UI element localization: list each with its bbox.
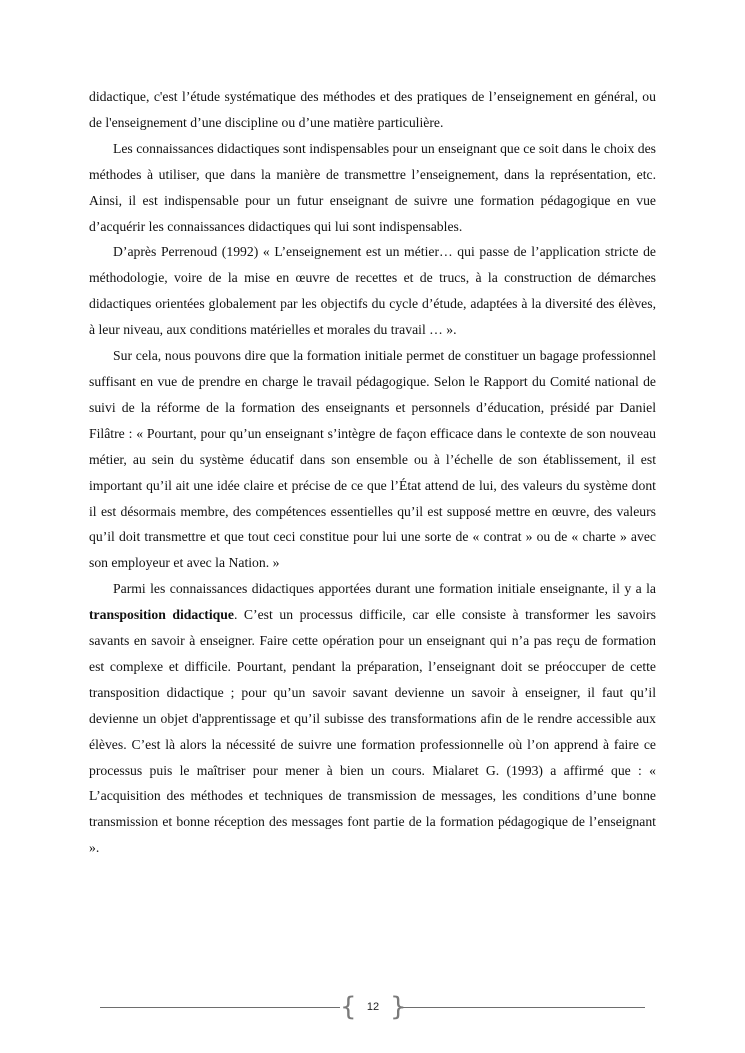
- paragraph-5-start: Parmi les connaissances didactiques apportées durant une formation initiale enseignante, il y a la: [113, 581, 656, 597]
- paragraph-5: [89, 576, 656, 861]
- body-text: [89, 84, 656, 861]
- paragraph-3: D’après Perrenoud (1992) « L’enseignement est un métier… qui passe de l’application stricte de méthodologie, voire de la mise en œuvre de recettes et de trucs, à la construction de démarches didactiques orientées globalement par les objectifs du cycle d’étude, adaptées à la diversité des élèves, à leur niveau, aux conditions matérielles et morales du travail … ».: [89, 244, 656, 338]
- paragraph-4: Sur cela, nous pouvons dire que la formation initiale permet de constituer un bagage professionnel suffisant en vue de prendre en charge le travail pédagogique. Selon le Rapport du Comité national de suivi de la réforme de la formation des enseignants et personnels d’éducation, présidé par Daniel Filâtre : « Pourtant, pour qu’un enseignant s’intègre de façon efficace dans le contexte de son nouveau métier, au sein du système éducatif dans son ensemble ou à l’échelle de son établissement, il est important qu’il ait une idée claire et précise de ce que l’État attend de lui, des valeurs du système dont il est désormais membre, des compétences essentielles qu’il est supposé mettre en œuvre, des valeurs qu’il doit transmettre et que tout ceci constitue pour lui une sorte de « contrat » ou de « charte » avec son employeur et avec la Nation. »: [89, 348, 656, 571]
- footer-rule-right: [403, 1007, 645, 1008]
- paragraph-5-end: . C’est un processus difficile, car elle consiste à transformer les savoirs savants en savoir à enseigner. Faire cette opération pour un enseignant qui n’a pas reçu de formation est complexe et difficile. Pourtant, pendant la préparation, l’enseignant doit se préoccuper de cette transposition didactique ; pour qu’un savoir savant devienne un savoir à enseigner, il faut qu’il devienne un objet d'apprentissage et qu’il subisse des transformations afin de le rendre accessible aux élèves. C’est là alors la nécessité de suivre une formation professionnelle où l’on apprend à faire ce processus puis le maîtriser pour mener à bien un cours. Mialaret G. (1993) a affirmé que : « L’acquisition des méthodes et techniques de transmission de messages, les conditions d’une bonne transmission et bonne réception des messages font partie de la formation pédagogique de l’enseignant ».: [89, 607, 656, 856]
- left-brace-ornament: {: [340, 992, 357, 1022]
- page-number: 12: [366, 1001, 380, 1013]
- paragraph-1: didactique, c'est l’étude systématique des méthodes et des pratiques de l’enseignement en général, ou de l'enseignement d’une discipline ou d’une matière particulière.: [89, 89, 656, 130]
- bold-term-transposition: transposition didactique: [89, 607, 234, 623]
- page-footer: [100, 993, 645, 1023]
- paragraph-2: Les connaissances didactiques sont indispensables pour un enseignant que ce soit dans le choix des méthodes à utiliser, que dans la manière de transmettre l’enseignement, dans la représentation, etc. Ainsi, il est indispensable pour un futur enseignant de suivre une formation pédagogique en vue d’acquérir les connaissances didactiques qui lui sont indispensables.: [89, 140, 656, 234]
- right-brace-ornament: }: [390, 992, 407, 1022]
- footer-rule-left: [100, 1007, 340, 1008]
